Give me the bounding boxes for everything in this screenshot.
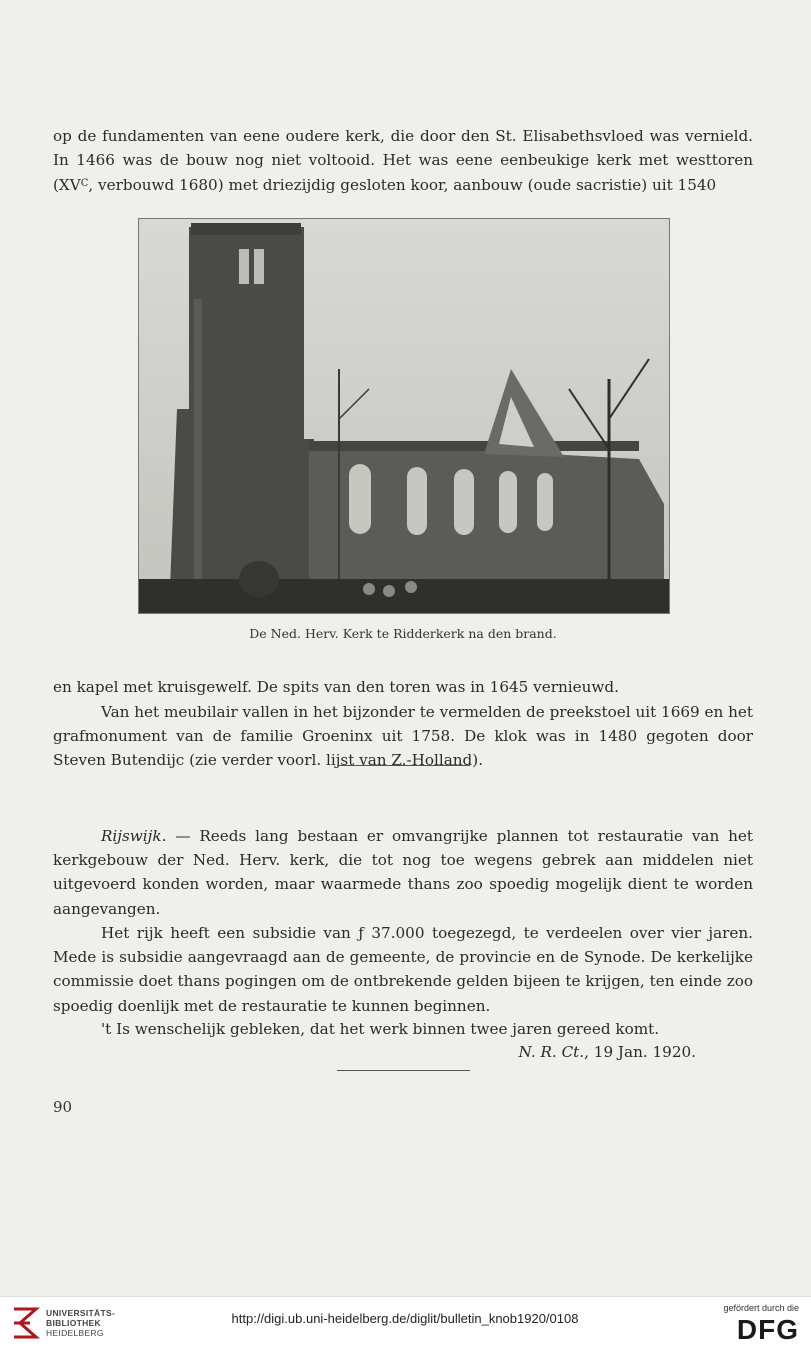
paragraph-rijswijk	[53, 824, 753, 921]
century-superscript: C	[80, 178, 89, 190]
source-name: N. R. Ct.	[518, 1043, 585, 1061]
century-prefix: (XV	[53, 176, 81, 195]
library-name-line3: HEIDELBERG	[46, 1328, 104, 1338]
paragraph-rijswijk-text: — Reeds lang bestaan er omvangrijke plannen tot restauratie van het kerkgebouw der Ned. Herv. kerk, die tot nog toe wegens gebrek aan middelen niet uitgevoerd konden worden, maar waarmede thans zoo spoedig mogelijk dient te worden aangevangen.	[53, 827, 753, 918]
section-divider-2	[337, 1070, 470, 1071]
place-name-rijswijk: Rijswijk.	[101, 827, 167, 845]
paragraph-fundamenten	[53, 124, 753, 198]
library-name-line1: UNIVERSITÄTS-	[46, 1308, 116, 1318]
section-divider-1	[337, 765, 470, 766]
page-number: 90	[53, 1098, 73, 1116]
library-name-line2: BIBLIOTHEK	[46, 1318, 101, 1328]
paragraph-subsidie: Het rijk heeft een subsidie van ƒ 37.000 toegezegd, te verdeelen over vier jaren. Mede is subsidie aangevraagd aan de gemeente, de provincie en de Synode. De kerkelijke commissie doet thans pogingen om de ontbrekende gelden bijeen te krijgen, ten einde zoo spoedig doenlijk met de restauratie te kunnen beginnen.	[53, 924, 753, 1015]
paragraph-meubilair: Van het meubilair vallen in het bijzonder te vermelden de preekstoel uit 1669 en het grafmonument van de familie Groeninx uit 1758. De klok was in 1480 gegoten door Steven Butendijc (zie verder voorl. lijst van Z.-Holland).	[53, 703, 753, 770]
paragraph-kapel: en kapel met kruisgewelf. De spits van den toren was in 1645 vernieuwd.	[53, 678, 619, 696]
viewer-footer	[0, 1296, 811, 1354]
library-name[interactable]	[46, 1308, 115, 1338]
permalink-url[interactable]: http://digi.ub.uni-heidelberg.de/diglit/bulletin_knob1920/0108	[231, 1311, 579, 1326]
dfg-logo[interactable]: DFG	[736, 1314, 799, 1345]
source-date: , 19 Jan. 1920.	[584, 1043, 696, 1061]
paragraph-fundamenten-text: op de fundamenten van eene oudere kerk, die door den St. Elisabethsvloed was vernield. In 1466 was de bouw nog niet voltooid. Het was eene eenbeukige kerk met westtoren	[53, 127, 753, 170]
source-signature	[519, 1043, 697, 1061]
church-ruin-photo	[138, 218, 670, 614]
church-ruin-image	[139, 219, 669, 613]
paragraph-fundamenten-end: , verbouwd 1680) met driezijdig gesloten koor, aanbouw (oude sacristie) uit 1540	[88, 176, 717, 195]
photo-caption: De Ned. Herv. Kerk te Ridderkerk na den brand.	[249, 626, 557, 641]
funding-note: gefördert durch die	[723, 1303, 799, 1313]
library-logo-icon	[10, 1305, 40, 1341]
paragraph-wenschelijk: 't Is wenschelijk gebleken, dat het werk binnen twee jaren gereed komt.	[101, 1020, 660, 1038]
